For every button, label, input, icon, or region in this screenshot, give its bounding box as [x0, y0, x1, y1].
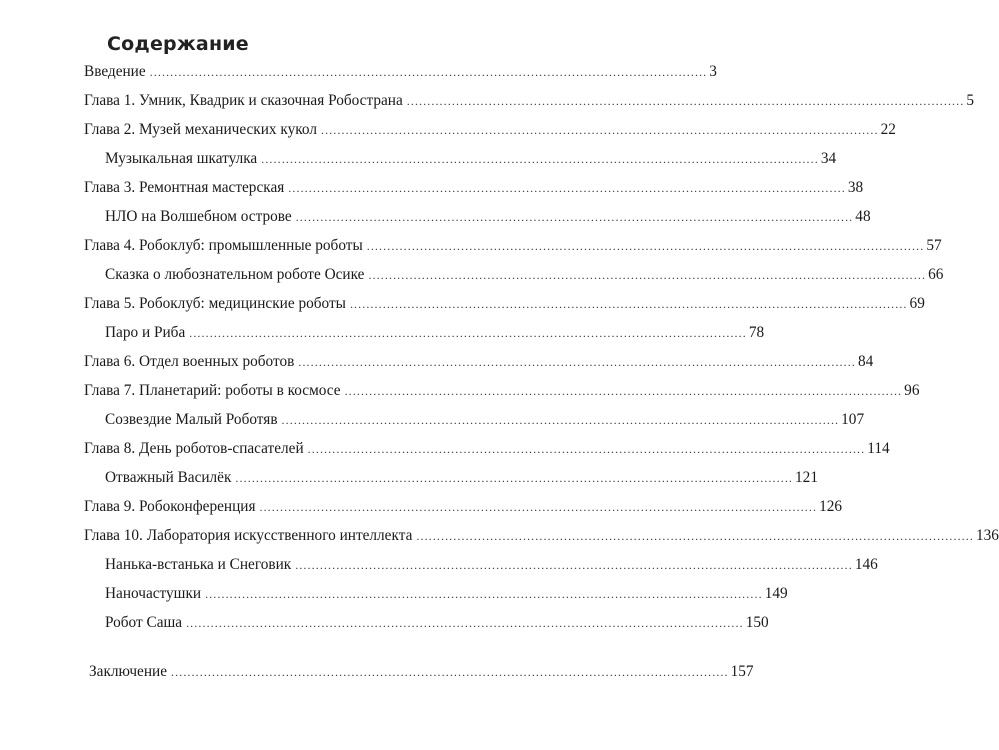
toc-entry-chapter-9	[84, 498, 843, 520]
toc-entry-chapter-1	[84, 92, 975, 114]
toc-entry-label: Глава 2. Музей механических кукол	[84, 121, 317, 138]
toc-entry-page: 66	[928, 266, 944, 283]
toc-entry-chapter-5	[84, 295, 925, 317]
toc-entry-label: Робот Саша	[105, 614, 183, 631]
toc-entry-page: 22	[880, 121, 896, 138]
toc-entry-page: 96	[904, 382, 920, 399]
toc-entry-chapter-2	[84, 121, 896, 143]
toc-entry-label: Глава 10. Лаборатория искусственного интеллекта	[84, 527, 413, 544]
toc-leader-dots: ........................................................................................................................................	[406, 94, 965, 108]
toc-leader-dots: ........................................................................................................................................	[298, 355, 856, 369]
toc-entry-chapter-10	[84, 527, 999, 549]
toc-leader-dots: ........................................................................................................................................	[235, 471, 794, 485]
toc-leader-dots: ........................................................................................................................................	[416, 529, 974, 543]
toc-entry-page: 126	[819, 498, 843, 515]
toc-entry-story	[105, 556, 878, 578]
toc-entry-story	[105, 585, 788, 607]
toc-leader-dots: ........................................................................................................................................	[295, 210, 854, 224]
toc-leader-dots: ........................................................................................................................................	[307, 442, 866, 456]
toc-entry-label: Глава 7. Планетарий: роботы в космосе	[84, 382, 341, 399]
toc-entry-label: Глава 8. День роботов-спасателей	[84, 440, 304, 457]
toc-entry-label: Введение	[84, 63, 146, 80]
toc-entry-conclusion	[89, 663, 754, 685]
toc-entry-chapter-7	[84, 382, 920, 404]
toc-entry-page: 149	[764, 585, 788, 602]
toc-entry-label: Паро и Риба	[105, 324, 186, 341]
toc-leader-dots: ........................................................................................................................................	[349, 297, 908, 311]
toc-entry-page: 136	[975, 527, 999, 544]
toc-entry-label: Глава 1. Умник, Квадрик и сказочная Робострана	[84, 92, 403, 109]
toc-entry-page: 48	[855, 208, 871, 225]
toc-leader-dots: ........................................................................................................................................	[149, 65, 708, 79]
toc-entry-label: НЛО на Волшебном острове	[105, 208, 292, 225]
toc-entry-page: 5	[966, 92, 975, 109]
toc-entry-label: Отважный Василёк	[105, 469, 232, 486]
toc-entry-label: Нанька-встанька и Снеговик	[105, 556, 292, 573]
toc-leader-dots: ........................................................................................................................................	[205, 587, 763, 601]
toc-entry-story	[105, 614, 769, 636]
toc-leader-dots: ........................................................................................................................................	[259, 500, 818, 514]
page-title: Содержание	[107, 33, 249, 55]
toc-entry-label: Наночастушки	[105, 585, 202, 602]
toc-entry-label: Глава 3. Ремонтная мастерская	[84, 179, 285, 196]
toc-entry-chapter-4	[84, 237, 942, 259]
toc-entry-page: 3	[709, 63, 717, 80]
toc-entry-page: 121	[795, 469, 818, 486]
toc-entry-chapter-6	[84, 353, 874, 375]
toc-entry-story	[105, 411, 865, 433]
toc-entry-page: 157	[730, 663, 754, 680]
toc-entry-label: Глава 6. Отдел военных роботов	[84, 353, 295, 370]
toc-entry-label: Сказка о любознательном роботе Осике	[105, 266, 365, 283]
toc-leader-dots: ........................................................................................................................................	[281, 413, 840, 427]
toc-leader-dots: ........................................................................................................................................	[261, 152, 819, 166]
toc-entry-label: Заключение	[89, 663, 168, 680]
toc-leader-dots: ........................................................................................................................................	[368, 268, 927, 282]
toc-leader-dots: ........................................................................................................................................	[320, 123, 879, 137]
toc-entry-page: 114	[867, 440, 890, 457]
toc-entry-page: 78	[748, 324, 765, 341]
toc-entry-story	[105, 324, 765, 346]
toc-entry-label: Глава 5. Робоклуб: медицинские роботы	[84, 295, 346, 312]
toc-entry-page: 38	[847, 179, 864, 196]
toc-entry-introduction	[84, 63, 717, 85]
toc-entry-story	[105, 208, 871, 230]
toc-leader-dots: ........................................................................................................................................	[295, 558, 853, 572]
toc-entry-label: Созвездие Малый Роботяв	[105, 411, 278, 428]
toc-entry-label: Глава 4. Робоклуб: промышленные роботы	[84, 237, 363, 254]
toc-entry-page: 146	[854, 556, 878, 573]
toc-entry-page: 107	[841, 411, 865, 428]
toc-entry-chapter-8	[84, 440, 890, 462]
toc-entry-page: 150	[745, 614, 769, 631]
toc-leader-dots: ........................................................................................................................................	[189, 326, 747, 340]
toc-entry-story	[105, 266, 944, 288]
toc-leader-dots: ........................................................................................................................................	[171, 665, 729, 679]
toc-leader-dots: ........................................................................................................................................	[288, 181, 846, 195]
toc-entry-chapter-3	[84, 179, 864, 201]
toc-entry-label: Глава 9. Робоконференция	[84, 498, 256, 515]
toc-entry-label: Музыкальная шкатулка	[105, 150, 258, 167]
toc-leader-dots: ........................................................................................................................................	[344, 384, 903, 398]
toc-entry-page: 69	[909, 295, 925, 312]
toc-entry-page: 57	[926, 237, 942, 254]
toc-leader-dots: ........................................................................................................................................	[186, 616, 744, 630]
toc-leader-dots: ........................................................................................................................................	[366, 239, 925, 253]
toc-entry-story	[105, 150, 837, 172]
toc-entry-page: 34	[820, 150, 837, 167]
toc-entry-story	[105, 469, 818, 491]
toc-entry-page: 84	[857, 353, 874, 370]
